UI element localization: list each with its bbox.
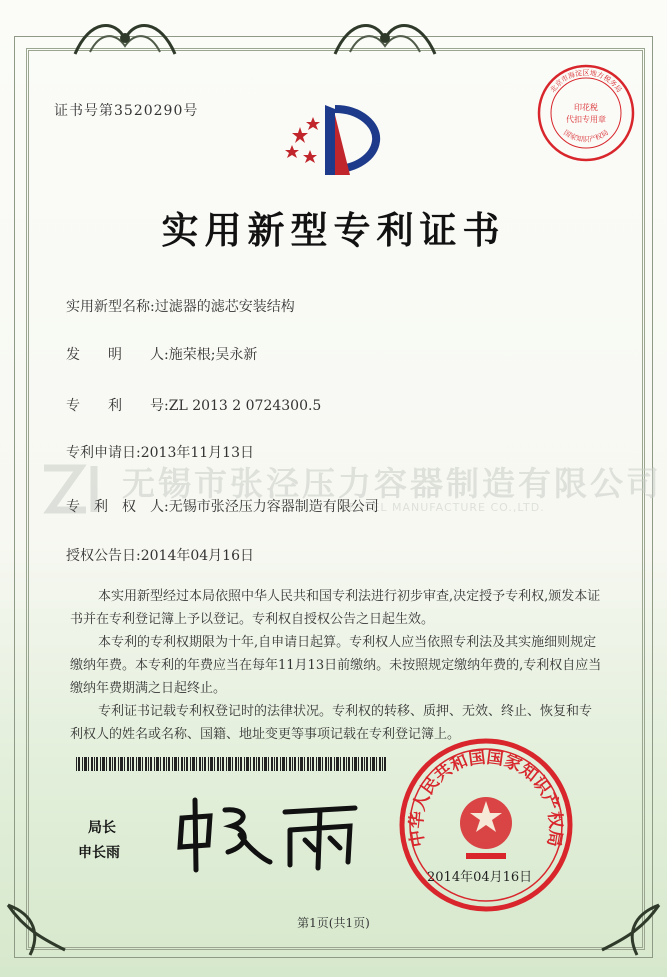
barcode-bar (258, 757, 260, 771)
barcode-bar (240, 757, 242, 771)
barcode-bar (127, 757, 129, 771)
svg-text:中华人民共和国国家知识产权局: 中华人民共和国国家知识产权局 (406, 747, 566, 849)
barcode-bar (174, 757, 177, 771)
barcode-bar (208, 757, 209, 771)
barcode-bar (253, 757, 255, 771)
watermark-company-cn: 无锡市张泾压力容器制造有限公司 (122, 464, 662, 503)
field-inventor (66, 344, 257, 364)
barcode-bar (328, 757, 329, 771)
barcode-bar (192, 757, 195, 771)
barcode (76, 757, 388, 771)
barcode-bar (222, 757, 224, 771)
barcode-bar (78, 757, 80, 771)
barcode-bar (274, 757, 275, 771)
barcode-bar (322, 757, 323, 771)
barcode-bar (148, 757, 149, 771)
barcode-bar (354, 757, 357, 771)
barcode-bar (366, 757, 368, 771)
barcode-bar (280, 757, 281, 771)
barcode-bar (307, 757, 309, 771)
body-paragraph: 本实用新型经过本局依照中华人民共和国专利法进行初步审查,决定授予专利权,颁发本证书并在专利登记簿上予以登记。专利权自授权公告之日起生效。 (70, 589, 601, 627)
barcode-bar (264, 757, 267, 771)
barcode-bar (298, 757, 299, 771)
field-utility-model-name (66, 296, 295, 316)
barcode-bar (382, 757, 383, 771)
barcode-bar (334, 757, 335, 771)
barcode-bar (358, 757, 359, 771)
barcode-bar (82, 757, 83, 771)
field-value: 施荣根;吴永新 (168, 347, 258, 363)
barcode-bar (118, 757, 119, 771)
body-paragraph: 本专利的专利权期限为十年,自申请日起算。专利权人应当依照专利法及其实施细则规定缴纳年费。本专利的年费应当在每年11月13日前缴纳。未按照规定缴纳年费的,专利权自应当缴纳年费期满之日起终止。 (70, 635, 602, 696)
barcode-bar (132, 757, 134, 771)
barcode-bar (150, 757, 152, 771)
svg-text:印花税: 印花税 (574, 103, 598, 112)
barcode-bar (292, 757, 293, 771)
barcode-bar (340, 757, 341, 771)
barcode-bar (130, 757, 131, 771)
field-patent-holder (66, 496, 379, 516)
barcode-bar (106, 757, 107, 771)
barcode-bar (336, 757, 339, 771)
barcode-bar (220, 757, 221, 771)
official-seal (396, 735, 576, 915)
barcode-bar (91, 757, 93, 771)
barcode-bar (204, 757, 206, 771)
barcode-bar (346, 757, 347, 771)
barcode-bar (294, 757, 296, 771)
field-value: 2013年11月13日 (140, 445, 254, 461)
barcode-bar (232, 757, 233, 771)
barcode-bar (156, 757, 159, 771)
barcode-bar (238, 757, 239, 771)
barcode-bar (160, 757, 161, 771)
barcode-bar (96, 757, 98, 771)
field-label: 授权公告日: (66, 548, 141, 564)
barcode-bar (114, 757, 116, 771)
barcode-bar (325, 757, 327, 771)
tax-stamp (535, 62, 637, 164)
barcode-bar (190, 757, 191, 771)
barcode-bar (372, 757, 375, 771)
barcode-bar (364, 757, 365, 771)
barcode-bar (330, 757, 332, 771)
field-value: 2014年04月16日 (140, 548, 254, 564)
barcode-bar (316, 757, 317, 771)
watermark-company-en: VESSEL MANUFACTURE CO.,LTD. (340, 501, 545, 514)
barcode-bar (256, 757, 257, 771)
seal-date: 2014年04月16日 (427, 870, 533, 885)
barcode-bar (282, 757, 285, 771)
barcode-bar (166, 757, 167, 771)
barcode-bar (318, 757, 321, 771)
handwritten-signature (170, 790, 370, 875)
barcode-bar (244, 757, 245, 771)
barcode-bar (300, 757, 303, 771)
barcode-bar (310, 757, 311, 771)
certificate-number: 证书号第3520290号 (54, 103, 199, 119)
barcode-bar (94, 757, 95, 771)
ornament-top-left (70, 14, 180, 62)
barcode-bar (235, 757, 237, 771)
barcode-bar (262, 757, 263, 771)
barcode-bar (217, 757, 219, 771)
barcode-bar (376, 757, 377, 771)
barcode-bar (271, 757, 273, 771)
field-value: 过滤器的滤芯安装结构 (154, 299, 295, 315)
barcode-bar (370, 757, 371, 771)
barcode-bar (286, 757, 287, 771)
barcode-bar (145, 757, 147, 771)
field-filing-date (66, 442, 254, 462)
field-value: ZL 2013 2 0724300.5 (168, 398, 322, 414)
barcode-bar (138, 757, 141, 771)
field-patent-number (66, 395, 321, 415)
page-number: 第1页(共1页) (297, 916, 370, 930)
barcode-bar (199, 757, 201, 771)
barcode-bar (178, 757, 179, 771)
barcode-bar (181, 757, 183, 771)
signatory-title: 局长 (88, 820, 116, 836)
barcode-bar (154, 757, 155, 771)
barcode-bar (379, 757, 381, 771)
barcode-bar (124, 757, 125, 771)
barcode-bar (184, 757, 185, 771)
barcode-bar (250, 757, 251, 771)
barcode-bar (276, 757, 278, 771)
barcode-bar (186, 757, 188, 771)
barcode-bar (84, 757, 87, 771)
field-announce-date (66, 545, 254, 565)
barcode-bar (268, 757, 269, 771)
barcode-bar (312, 757, 314, 771)
barcode-bar (228, 757, 231, 771)
barcode-bar (214, 757, 215, 771)
signatory-name: 申长雨 (78, 845, 120, 861)
barcode-bar (289, 757, 291, 771)
barcode-bar (120, 757, 123, 771)
barcode-bar (384, 757, 386, 771)
patent-office-logo (280, 95, 390, 180)
barcode-bar (102, 757, 105, 771)
field-label: 专 利 权 人: (66, 499, 169, 515)
svg-text:国家知识产权局: 国家知识产权局 (562, 128, 610, 144)
svg-text:代扣专用章: 代扣专用章 (566, 115, 606, 124)
barcode-bar (202, 757, 203, 771)
barcode-bar (196, 757, 197, 771)
barcode-bar (304, 757, 305, 771)
barcode-bar (168, 757, 170, 771)
field-label: 发 明 人: (66, 347, 169, 363)
barcode-bar (136, 757, 137, 771)
barcode-bar (348, 757, 350, 771)
body-paragraph: 专利证书记载专利权登记时的法律状况。专利权的转移、质押、无效、终止、恢复和专利权人的姓名或名称、国籍、地址变更等事项记载在专利登记簿上。 (70, 704, 593, 742)
field-value: 无锡市张泾压力容器制造有限公司 (168, 499, 379, 515)
certificate-body (70, 585, 602, 746)
barcode-bar (226, 757, 227, 771)
barcode-bar (76, 757, 77, 771)
barcode-bar (343, 757, 345, 771)
ornament-top-right (330, 14, 440, 62)
barcode-bar (361, 757, 363, 771)
barcode-bar (352, 757, 353, 771)
field-label: 实用新型名称: (66, 299, 155, 315)
barcode-bar (88, 757, 89, 771)
barcode-bar (246, 757, 249, 771)
barcode-bar (210, 757, 213, 771)
field-label: 专 利 号: (66, 398, 169, 414)
barcode-bar (112, 757, 113, 771)
svg-text:北京市海淀区地方税务局: 北京市海淀区地方税务局 (548, 69, 624, 95)
barcode-bar (109, 757, 111, 771)
barcode-bar (100, 757, 101, 771)
barcode-bar (172, 757, 173, 771)
barcode-bar (142, 757, 143, 771)
barcode-bar (163, 757, 165, 771)
field-label: 专利申请日: (66, 445, 141, 461)
certificate-title: 实用新型专利证书 (161, 209, 506, 252)
